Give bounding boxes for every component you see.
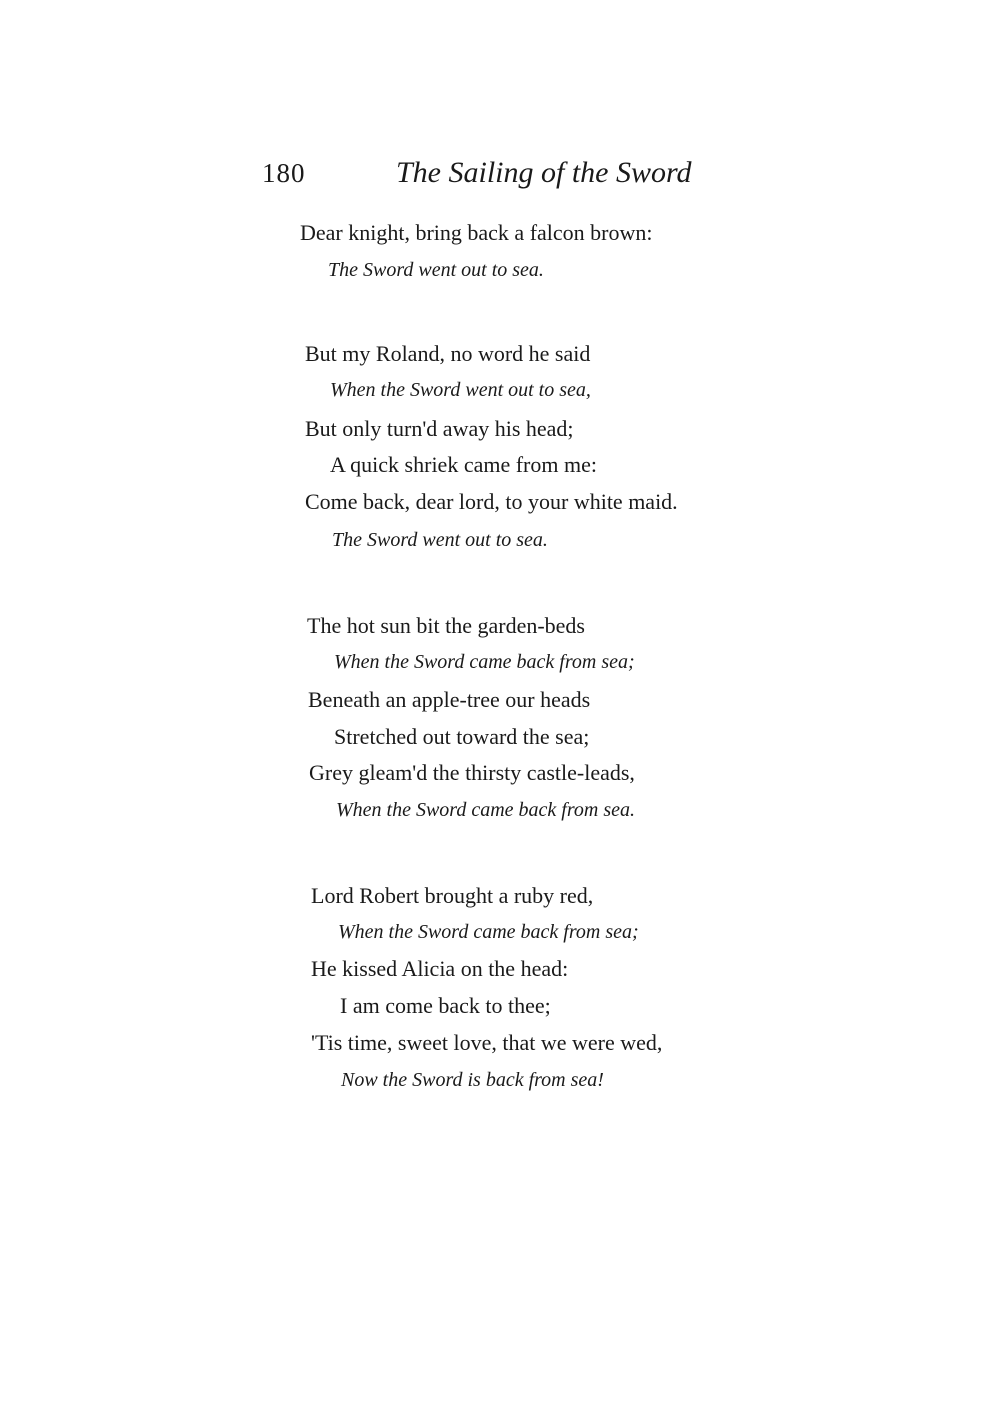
poem-line: He kissed Alicia on the head: bbox=[311, 956, 569, 981]
poem-line: Beneath an apple-tree our heads bbox=[308, 687, 591, 712]
poem-line: I am come back to thee; bbox=[340, 993, 551, 1018]
page-number: 180 bbox=[262, 158, 306, 188]
poem-refrain-line: When the Sword came back from sea; bbox=[338, 921, 639, 943]
poem-refrain-line: When the Sword came back from sea; bbox=[334, 651, 635, 673]
poem-line: A quick shriek came from me: bbox=[330, 452, 597, 477]
running-title: The Sailing of the Sword bbox=[396, 156, 692, 189]
poem-line: Grey gleam'd the thirsty castle-leads, bbox=[309, 760, 635, 785]
poem-refrain-line: Now the Sword is back from sea! bbox=[341, 1069, 604, 1091]
poem-line: Dear knight, bring back a falcon brown: bbox=[300, 220, 653, 245]
poem-refrain-line: The Sword went out to sea. bbox=[328, 259, 544, 281]
poem-line: Lord Robert brought a ruby red, bbox=[311, 883, 594, 908]
poem-refrain-line: When the Sword went out to sea, bbox=[330, 379, 591, 401]
poem-line: Come back, dear lord, to your white maid. bbox=[305, 489, 678, 514]
poem-line: But only turn'd away his head; bbox=[305, 416, 574, 441]
poem-line: 'Tis time, sweet love, that we were wed, bbox=[311, 1030, 663, 1055]
poem-refrain-line: The Sword went out to sea. bbox=[332, 529, 548, 551]
poem-line: The hot sun bit the garden-beds bbox=[307, 613, 585, 638]
poem-refrain-line: When the Sword came back from sea. bbox=[336, 799, 636, 821]
poem-line: Stretched out toward the sea; bbox=[334, 724, 590, 749]
poem-line: But my Roland, no word he said bbox=[305, 341, 591, 366]
